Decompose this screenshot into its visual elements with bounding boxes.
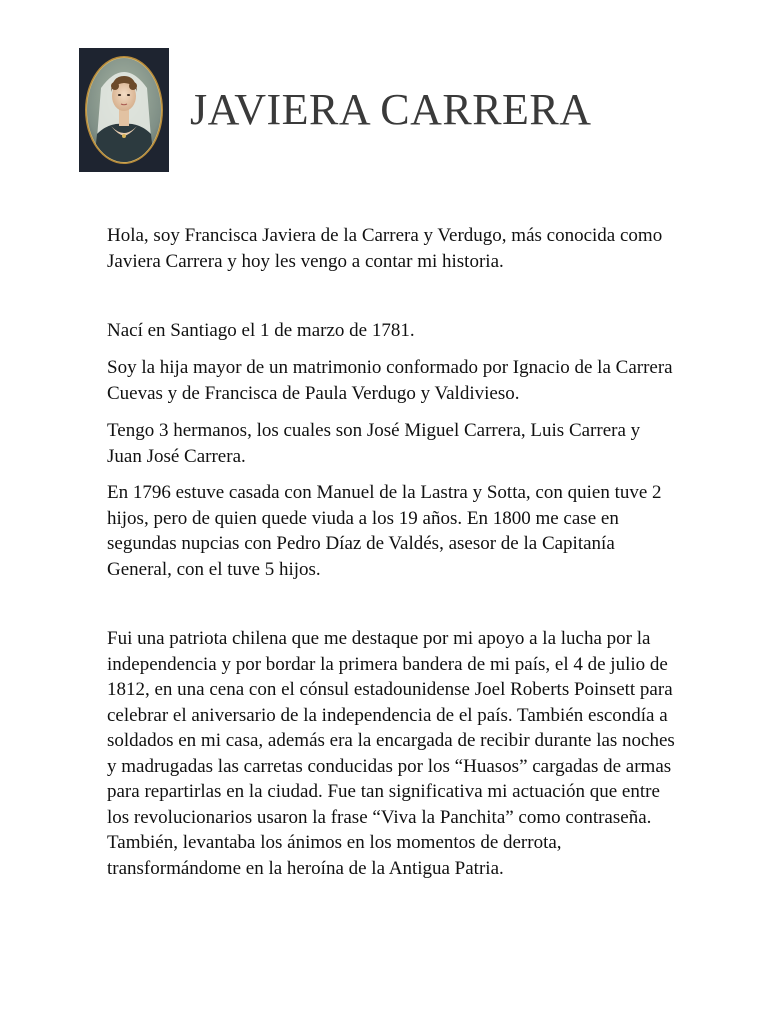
paragraph-birth: Nací en Santiago el 1 de marzo de 1781. — [107, 320, 415, 341]
paragraph-siblings: Tengo 3 hermanos, los cuales son José Miguel Carrera, Luis Carrera y Juan José Carrera. — [107, 420, 641, 467]
paragraph-intro: Hola, soy Francisca Javiera de la Carrera y Verdugo, más conocida como Javiera Carrera y hoy les vengo a contar mi historia. — [107, 225, 663, 272]
portrait-image — [79, 48, 169, 172]
paragraph-parents: Soy la hija mayor de un matrimonio conformado por Ignacio de la Carrera Cuevas y de Francisca de Paula Verdugo y Valdivieso. — [107, 357, 673, 404]
paragraph-marriages: En 1796 estuve casada con Manuel de la Lastra y Sotta, con quien tuve 2 hijos, pero de quien quede viuda a los 19 años. En 1800 me case en segundas nupcias con Pedro Díaz de Valdés, asesor de la Capitanía General, con el tuve 5 hijos. — [107, 482, 662, 580]
page-title: JAVIERA CARRERA — [190, 85, 592, 134]
paragraph-patriot: Fui una patriota chilena que me destaque por mi apoyo a la lucha por la independencia y por bordar la primera bandera de mi país, el 4 de julio de 1812, en una cena con el cónsul estadounidense Joel Roberts Poinsett para celebrar el aniversario de la independencia de el país. También escondía a soldados en mi casa, además era la encargada de recibir durante las noches y madrugadas las carretas conducidas por los “Huasos” cargadas de armas para repartirlas en la ciudad. Fue tan significativa mi actuación que entre los revolucionarios usaron la frase “Viva la Panchita” como contraseña. También, levantaba los ánimos en los momentos de derrota, transformándome en la heroína de la Antigua Patria. — [107, 628, 675, 879]
portrait-miniature-icon — [79, 48, 169, 172]
